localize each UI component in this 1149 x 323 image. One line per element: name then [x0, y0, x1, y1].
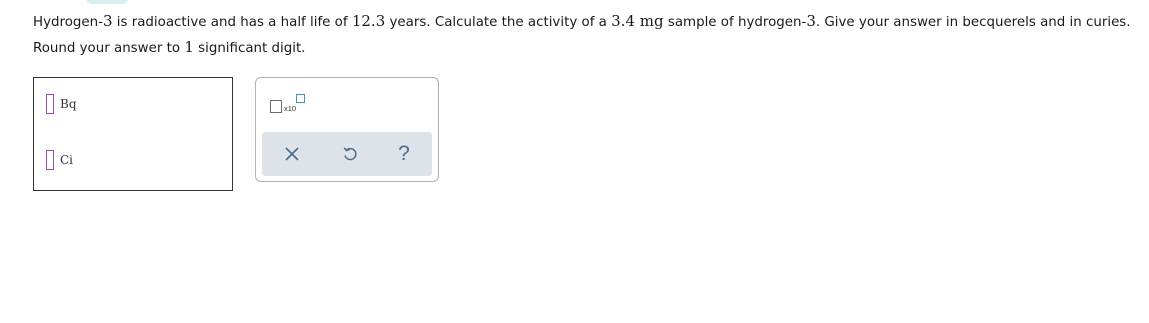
clear-button[interactable]	[278, 140, 306, 168]
answer-row-ci	[46, 150, 73, 170]
undo-button[interactable]	[336, 140, 364, 168]
exponent-box-icon	[296, 94, 305, 103]
top-tab	[86, 0, 128, 4]
question-text: Hydrogen-3 is radioactive and has a half life of 12.3 years. Calculate the activity of a 3.4 mg sample of hydrogen-3. Give your answer in becquerels and in curies. Round your answer to 1 significant digit.	[33, 12, 1131, 56]
x10-label: x10	[284, 104, 297, 113]
action-bar	[262, 132, 432, 176]
mantissa-box-icon	[270, 100, 282, 113]
answer-box	[33, 77, 233, 191]
bq-input[interactable]	[46, 94, 54, 114]
help-button[interactable]	[390, 140, 418, 168]
help-icon: ?	[398, 142, 410, 165]
ci-input[interactable]	[46, 150, 54, 170]
bq-unit-label: Bq	[60, 97, 77, 111]
ci-unit-label: Ci	[60, 153, 74, 167]
answer-row-bq	[46, 94, 77, 114]
undo-icon	[342, 146, 358, 162]
close-icon	[285, 147, 299, 161]
scientific-notation-button[interactable]	[270, 94, 310, 118]
math-toolbar	[255, 77, 439, 182]
